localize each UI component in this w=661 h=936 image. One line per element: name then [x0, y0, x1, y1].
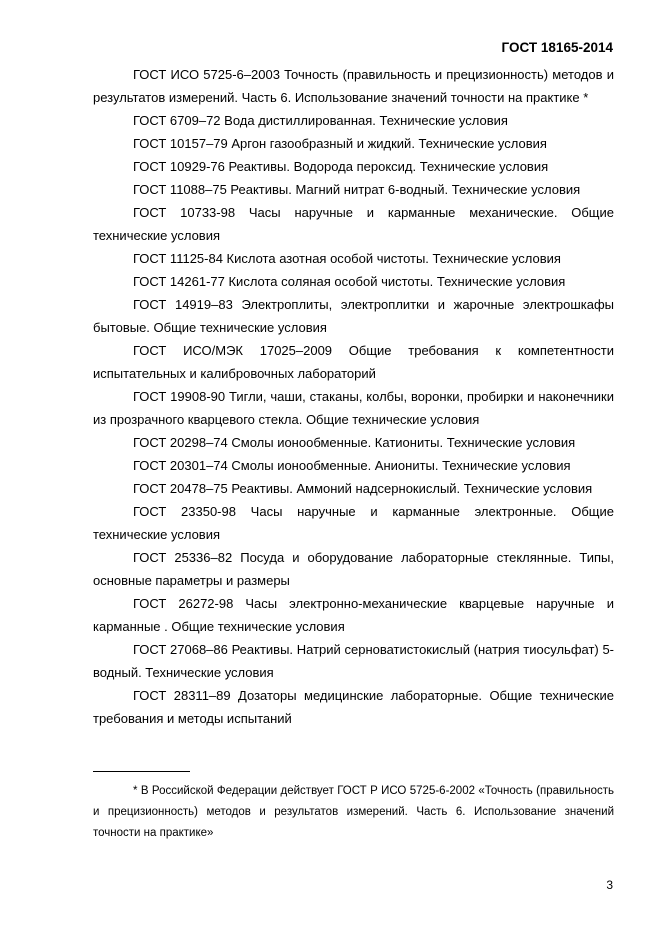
reference-item: ГОСТ 26272-98 Часы электронно-механические кварцевые наручные и карманные . Общие технические условия: [93, 596, 614, 634]
reference-item: ГОСТ ИСО/МЭК 17025–2009 Общие требования к компетентности испытательных и калибровочных лабораторий: [93, 343, 614, 381]
references-list: [93, 63, 614, 730]
reference-item: ГОСТ 11125-84 Кислота азотная особой чистоты. Технические условия: [133, 251, 561, 266]
reference-item: ГОСТ 20301–74 Смолы ионообменные. Аниониты. Технические условия: [133, 458, 571, 473]
reference-item: ГОСТ 11088–75 Реактивы. Магний нитрат 6-водный. Технические условия: [133, 182, 581, 197]
reference-item: ГОСТ 10733-98 Часы наручные и карманные механические. Общие технические условия: [93, 205, 614, 243]
footnote-text: * В Российской Федерации действует ГОСТ Р ИСО 5725-6-2002 «Точность (правильность и прецизионность) методов и результатов измерений. Часть 6. Использование значений точности на практике»: [93, 785, 614, 839]
reference-item: ГОСТ 28311–89 Дозаторы медицинские лабораторные. Общие технические требования и методы испытаний: [93, 688, 614, 726]
reference-item: ГОСТ 10157–79 Аргон газообразный и жидкий. Технические условия: [133, 136, 547, 151]
reference-item: ГОСТ 19908-90 Тигли, чаши, стаканы, колбы, воронки, пробирки и наконечники из прозрачного кварцевого стекла. Общие технические условия: [93, 389, 614, 427]
footnote-divider: [93, 771, 190, 772]
reference-item: ГОСТ 14261-77 Кислота соляная особой чистоты. Технические условия: [133, 274, 566, 289]
reference-item: ГОСТ ИСО 5725-6–2003 Точность (правильность и прецизионность) методов и результатов измерений. Часть 6. Использование значений точности на практике *: [93, 67, 614, 105]
reference-item: ГОСТ 27068–86 Реактивы. Натрий серноватистокислый (натрия тиосульфат) 5-водный. Технические условия: [93, 642, 614, 680]
reference-item: ГОСТ 25336–82 Посуда и оборудование лабораторные стеклянные. Типы, основные параметры и размеры: [93, 550, 614, 588]
reference-item: ГОСТ 14919–83 Электроплиты, электроплитки и жарочные электрошкафы бытовые. Общие технические условия: [93, 297, 614, 335]
reference-item: ГОСТ 23350-98 Часы наручные и карманные электронные. Общие технические условия: [93, 504, 614, 542]
reference-item: ГОСТ 6709–72 Вода дистиллированная. Технические условия: [133, 113, 508, 128]
reference-item: ГОСТ 20478–75 Реактивы. Аммоний надсернокислый. Технические условия: [133, 481, 593, 496]
page-number: 3: [606, 878, 613, 892]
reference-item: ГОСТ 10929-76 Реактивы. Водорода пероксид. Технические условия: [133, 159, 549, 174]
reference-item: ГОСТ 20298–74 Смолы ионообменные. Катиониты. Технические условия: [133, 435, 576, 450]
document-code: ГОСТ 18165-2014: [501, 40, 613, 55]
